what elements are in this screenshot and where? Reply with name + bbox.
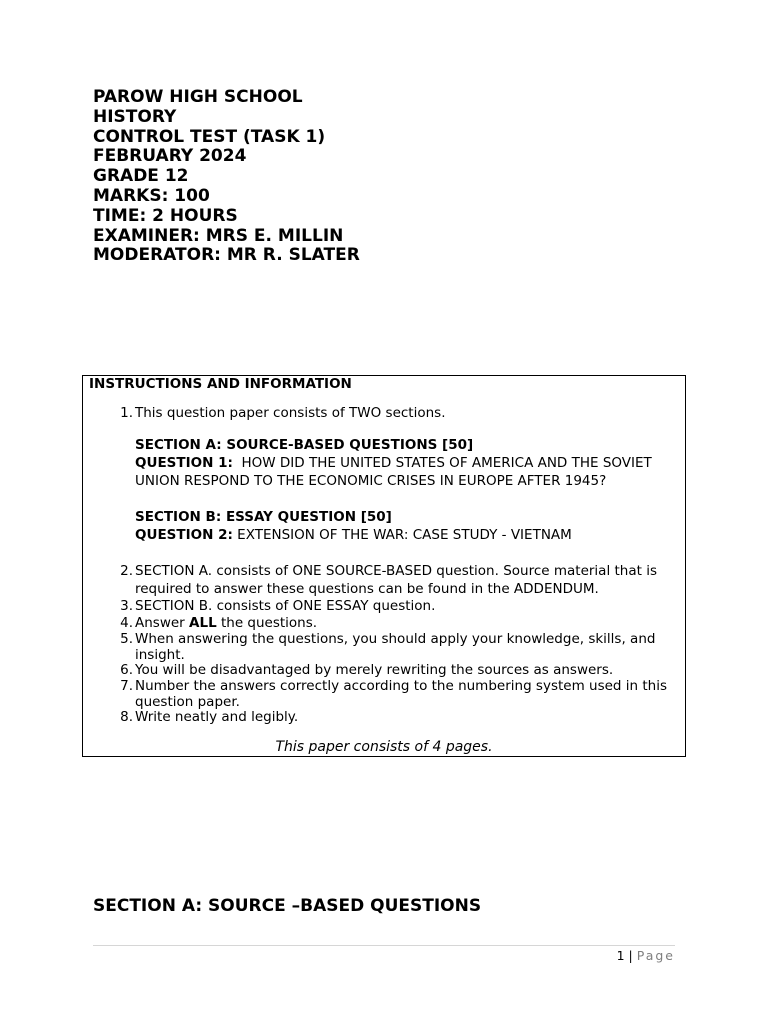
- item-text: Write neatly and legibly.: [135, 709, 299, 725]
- question-1: [135, 454, 675, 490]
- question-1-label: QUESTION 1:: [135, 455, 233, 471]
- item-number: 6.: [120, 662, 133, 678]
- item-number: 7.: [120, 678, 133, 694]
- item-text: SECTION A. consists of ONE SOURCE-BASED question. Source material that is required to answer these questions can be found in the ADDENDUM.: [135, 563, 657, 597]
- item-number: 1.: [120, 405, 133, 421]
- section-a-title: SECTION A: SOURCE –BASED QUESTIONS: [93, 896, 482, 916]
- examiner: EXAMINER: MRS E. MILLIN: [93, 225, 344, 246]
- grade: GRADE 12: [93, 166, 189, 187]
- item-text: When answering the questions, you should apply your knowledge, skills, and insight.: [135, 631, 656, 663]
- test-date: FEBRUARY 2024: [93, 146, 247, 167]
- page-number: 1: [616, 948, 625, 963]
- exam-header: [93, 88, 360, 266]
- item-text-post: the questions.: [216, 615, 318, 631]
- footer-divider: [93, 945, 675, 946]
- page-label: Page: [636, 948, 675, 963]
- footer-separator: |: [628, 948, 633, 963]
- item-number: 8.: [120, 709, 133, 725]
- instructions-box: [82, 375, 686, 757]
- question-2: [135, 526, 675, 544]
- school-name: PAROW HIGH SCHOOL: [93, 87, 303, 107]
- item-text: This question paper consists of TWO sections.: [135, 405, 446, 421]
- item-text-bold: ALL: [189, 615, 217, 631]
- section-a-summary: [135, 436, 675, 490]
- item-text: [135, 616, 675, 632]
- test-title: CONTROL TEST (TASK 1): [93, 126, 326, 147]
- item-number: 5.: [120, 631, 133, 647]
- item-number: 3.: [120, 598, 133, 614]
- time: TIME: 2 HOURS: [93, 205, 238, 226]
- instructions-title: INSTRUCTIONS AND INFORMATION: [89, 376, 352, 392]
- section-b-heading: SECTION B: ESSAY QUESTION [50]: [135, 509, 392, 525]
- marks: MARKS: 100: [93, 185, 210, 206]
- item-text: SECTION B. consists of ONE ESSAY question.: [135, 598, 436, 614]
- item-text-pre: Answer: [135, 615, 190, 631]
- question-2-label: QUESTION 2:: [135, 527, 233, 543]
- item-number: 4.: [120, 615, 133, 631]
- page-footer: [617, 948, 675, 963]
- item-text: Number the answers correctly according to the numbering system used in this question paper.: [135, 678, 668, 710]
- item-text: You will be disadvantaged by merely rewriting the sources as answers.: [135, 662, 614, 678]
- section-a-heading: SECTION A: SOURCE-BASED QUESTIONS [50]: [135, 437, 474, 453]
- section-b-summary: [135, 508, 675, 544]
- moderator: MODERATOR: MR R. SLATER: [93, 245, 360, 266]
- subject: HISTORY: [93, 106, 177, 127]
- page-count-note: This paper consists of 4 pages.: [275, 739, 493, 755]
- item-number: 2.: [120, 563, 133, 579]
- question-1-text: HOW DID THE UNITED STATES OF AMERICA AND THE SOVIET UNION RESPOND TO THE ECONOMIC CRISES IN EUROPE AFTER 1945?: [135, 455, 657, 489]
- question-2-text: EXTENSION OF THE WAR: CASE STUDY - VIETNAM: [232, 527, 572, 543]
